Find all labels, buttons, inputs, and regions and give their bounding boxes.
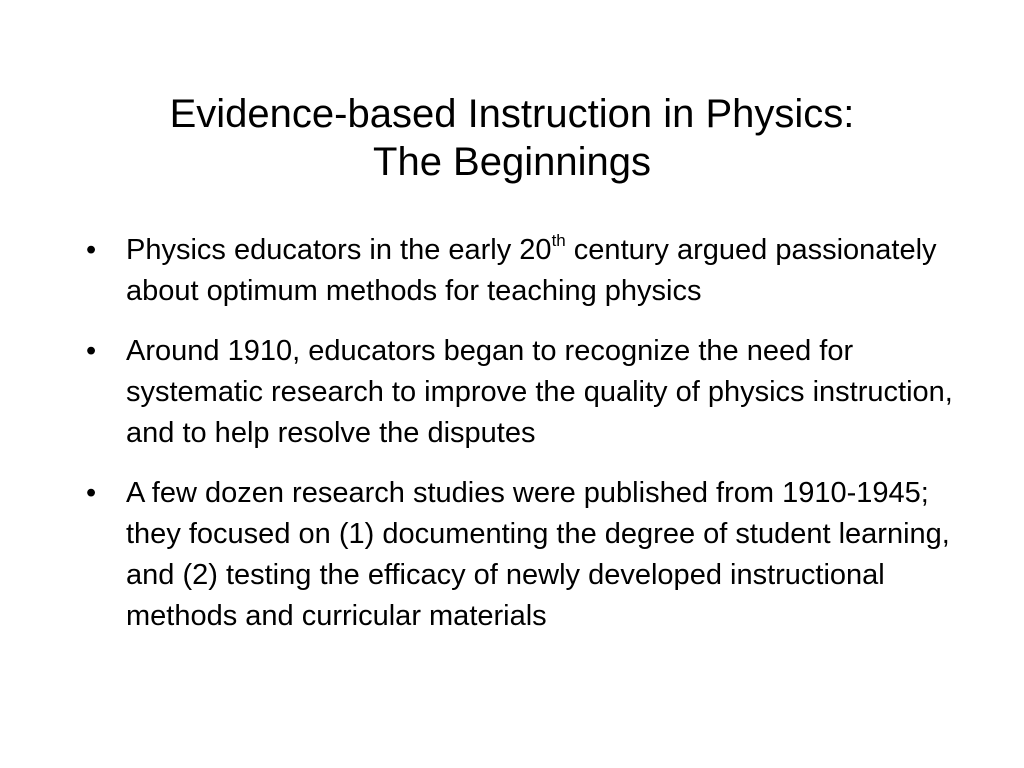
superscript-text: th [551, 231, 566, 251]
slide-title-line-2: The Beginnings [373, 140, 651, 184]
bullet-text: A few dozen research studies were published from 1910-1945; they focused on (1) documenting the degree of student learning, and (2) testing the efficacy of newly developed instructional methods and curricular materials [126, 477, 950, 632]
bullet-text-part: century argued passionately about optimum methods for teaching physics [126, 234, 937, 307]
bullet-icon: • [86, 477, 97, 509]
bullet-item [86, 331, 956, 454]
bullet-icon: • [86, 234, 97, 266]
bullet-text: Around 1910, educators began to recognize the need for systematic research to improve the quality of physics instruction, and to help resolve the disputes [126, 335, 953, 449]
bullet-item [86, 230, 956, 312]
slide-title [60, 90, 964, 186]
bullet-icon: • [86, 335, 97, 367]
bullet-text-part: Physics educators in the early 20 [126, 234, 552, 266]
bullet-item [86, 473, 956, 637]
bullet-list [86, 230, 956, 637]
slide-title-line-1: Evidence-based Instruction in Physics: [169, 92, 855, 136]
